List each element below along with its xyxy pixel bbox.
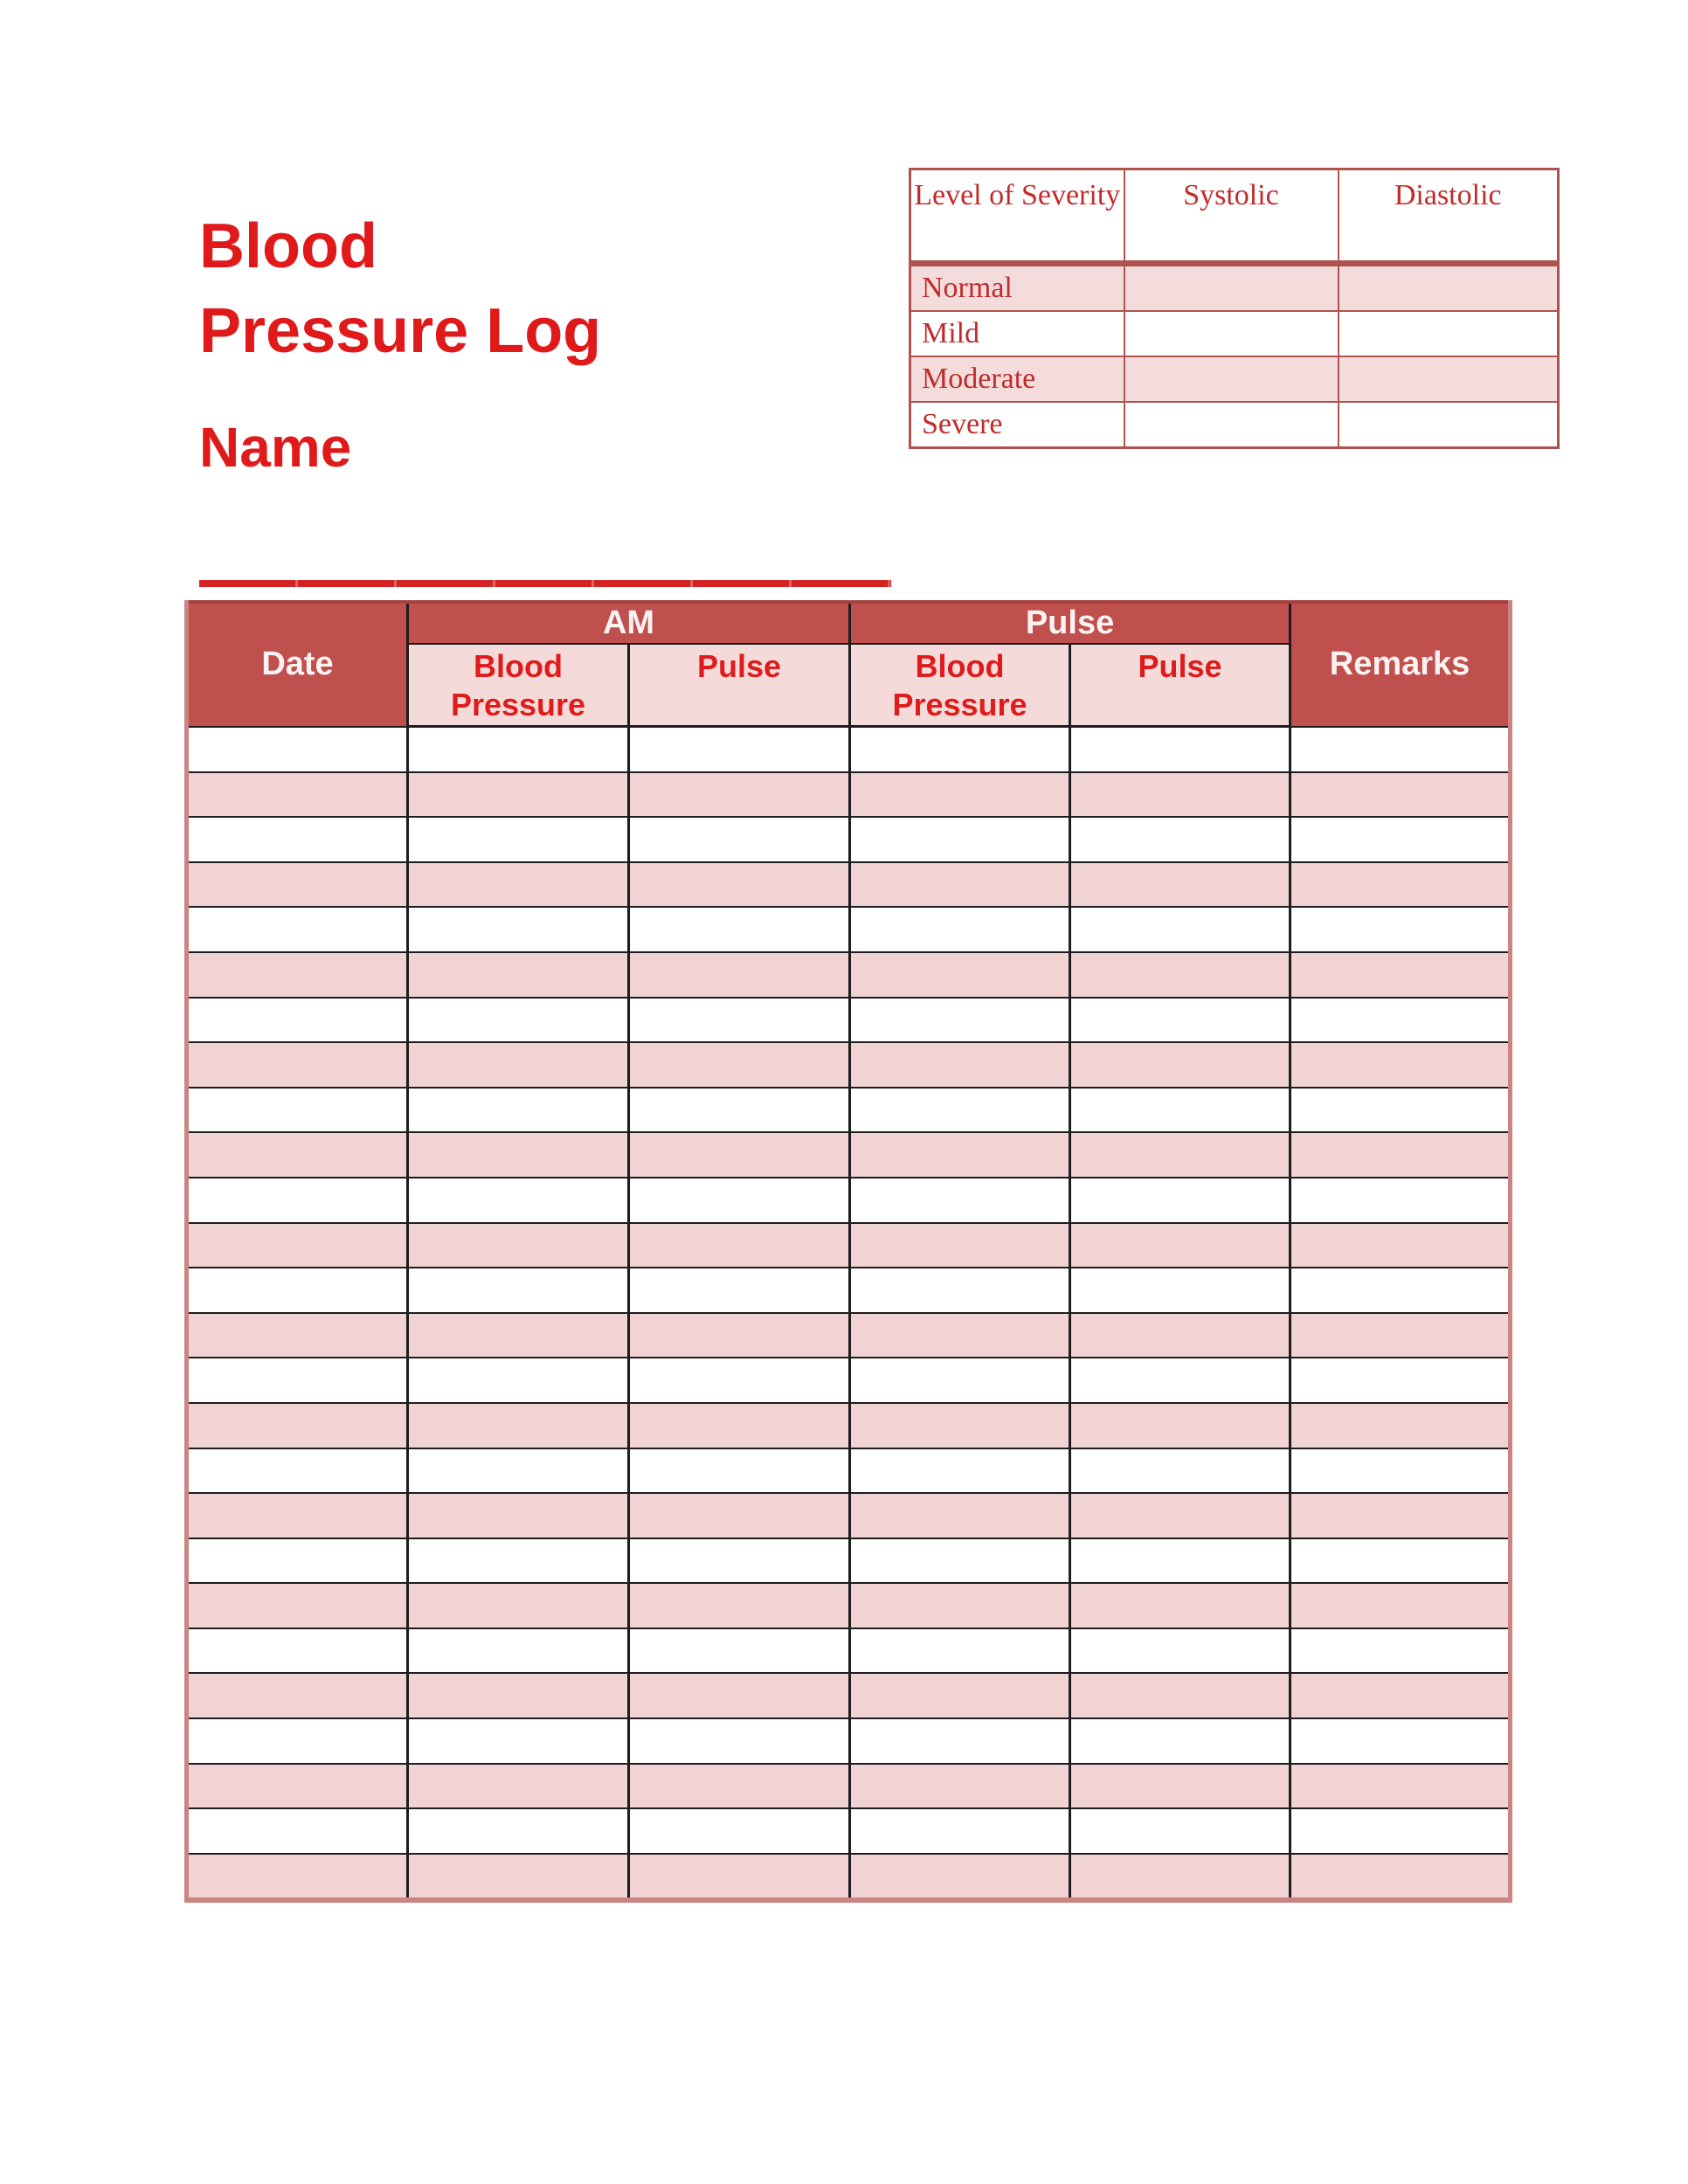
severity-row-label: Normal xyxy=(910,264,1124,312)
log-row xyxy=(187,1673,1511,1718)
log-cell-am_blood_pressure[interactable] xyxy=(408,1223,629,1268)
severity-reference-table xyxy=(909,168,1560,449)
log-cell-pm_blood_pressure[interactable] xyxy=(850,1583,1070,1628)
log-cell-am_blood_pressure[interactable] xyxy=(408,952,629,998)
log-row xyxy=(187,1808,1511,1854)
log-cell-am_blood_pressure[interactable] xyxy=(408,1764,629,1809)
log-cell-pm_blood_pressure[interactable] xyxy=(850,1403,1070,1448)
log-cell-pm_pulse[interactable] xyxy=(1070,1178,1290,1223)
log-cell-remarks[interactable] xyxy=(1290,1493,1511,1538)
log-cell-am_blood_pressure[interactable] xyxy=(408,1132,629,1178)
log-cell-date[interactable] xyxy=(187,1313,408,1358)
log-row xyxy=(187,1538,1511,1584)
log-cell-remarks[interactable] xyxy=(1290,1313,1511,1358)
log-cell-am_blood_pressure[interactable] xyxy=(408,1178,629,1223)
log-cell-date[interactable] xyxy=(187,952,408,998)
log-cell-remarks[interactable] xyxy=(1290,1448,1511,1494)
log-cell-pm_pulse[interactable] xyxy=(1070,1358,1290,1403)
log-cell-am_blood_pressure[interactable] xyxy=(408,1538,629,1584)
log-cell-am_blood_pressure[interactable] xyxy=(408,1448,629,1494)
log-cell-date[interactable] xyxy=(187,1764,408,1809)
log-cell-date[interactable] xyxy=(187,1854,408,1901)
log-cell-pm_blood_pressure[interactable] xyxy=(850,817,1070,862)
log-row xyxy=(187,817,1511,862)
log-cell-am_blood_pressure[interactable] xyxy=(408,907,629,952)
log-cell-am_pulse[interactable] xyxy=(629,817,850,862)
log-row xyxy=(187,1223,1511,1268)
log-cell-pm_blood_pressure[interactable] xyxy=(850,1628,1070,1674)
log-cell-pm_blood_pressure[interactable] xyxy=(850,1042,1070,1088)
log-cell-pm_pulse[interactable] xyxy=(1070,1042,1290,1088)
log-row xyxy=(187,1764,1511,1809)
severity-diastolic-cell[interactable] xyxy=(1339,402,1559,448)
log-cell-pm_blood_pressure[interactable] xyxy=(850,727,1070,772)
severity-header-level: Level of Severity xyxy=(910,169,1124,264)
log-cell-date[interactable] xyxy=(187,1223,408,1268)
log-cell-pm_pulse[interactable] xyxy=(1070,1628,1290,1674)
log-cell-remarks[interactable] xyxy=(1290,772,1511,818)
log-cell-remarks[interactable] xyxy=(1290,817,1511,862)
log-cell-am_pulse[interactable] xyxy=(629,772,850,818)
log-row xyxy=(187,772,1511,818)
log-row xyxy=(187,1403,1511,1448)
log-cell-am_pulse[interactable] xyxy=(629,862,850,908)
log-cell-pm_pulse[interactable] xyxy=(1070,727,1290,772)
log-cell-pm_blood_pressure[interactable] xyxy=(850,1358,1070,1403)
log-cell-pm_pulse[interactable] xyxy=(1070,1854,1290,1901)
log-row xyxy=(187,1042,1511,1088)
log-cell-am_blood_pressure[interactable] xyxy=(408,998,629,1043)
log-cell-remarks[interactable] xyxy=(1290,727,1511,772)
log-cell-remarks[interactable] xyxy=(1290,1358,1511,1403)
severity-diastolic-cell[interactable] xyxy=(1339,311,1559,356)
log-row xyxy=(187,952,1511,998)
log-header-am-group: AM xyxy=(408,602,850,644)
log-cell-am_blood_pressure[interactable] xyxy=(408,727,629,772)
log-cell-date[interactable] xyxy=(187,1358,408,1403)
severity-row-label: Mild xyxy=(910,311,1124,356)
log-cell-pm_blood_pressure[interactable] xyxy=(850,1313,1070,1358)
log-cell-pm_blood_pressure[interactable] xyxy=(850,1854,1070,1901)
severity-row xyxy=(910,402,1559,448)
log-cell-pm_pulse[interactable] xyxy=(1070,1132,1290,1178)
log-cell-pm_pulse[interactable] xyxy=(1070,772,1290,818)
log-cell-pm_pulse[interactable] xyxy=(1070,907,1290,952)
log-cell-remarks[interactable] xyxy=(1290,1223,1511,1268)
log-cell-pm_pulse[interactable] xyxy=(1070,1448,1290,1494)
log-cell-date[interactable] xyxy=(187,1268,408,1313)
log-cell-am_pulse[interactable] xyxy=(629,998,850,1043)
severity-header-systolic: Systolic xyxy=(1124,169,1339,264)
log-cell-pm_blood_pressure[interactable] xyxy=(850,1718,1070,1764)
log-cell-pm_blood_pressure[interactable] xyxy=(850,772,1070,818)
log-cell-pm_pulse[interactable] xyxy=(1070,1538,1290,1584)
severity-row xyxy=(910,264,1559,312)
log-row xyxy=(187,862,1511,908)
log-cell-date[interactable] xyxy=(187,1538,408,1584)
log-cell-pm_pulse[interactable] xyxy=(1070,1583,1290,1628)
log-cell-am_pulse[interactable] xyxy=(629,1223,850,1268)
log-cell-remarks[interactable] xyxy=(1290,1042,1511,1088)
log-row xyxy=(187,1178,1511,1223)
log-cell-am_pulse[interactable] xyxy=(629,1448,850,1494)
page-title-line1: Blood xyxy=(199,211,377,281)
log-cell-date[interactable] xyxy=(187,1808,408,1854)
log-cell-date[interactable] xyxy=(187,1178,408,1223)
log-cell-am_blood_pressure[interactable] xyxy=(408,817,629,862)
log-cell-am_pulse[interactable] xyxy=(629,1764,850,1809)
log-cell-remarks[interactable] xyxy=(1290,1583,1511,1628)
severity-systolic-cell[interactable] xyxy=(1124,264,1339,312)
log-cell-date[interactable] xyxy=(187,817,408,862)
log-cell-pm_blood_pressure[interactable] xyxy=(850,1808,1070,1854)
log-cell-pm_pulse[interactable] xyxy=(1070,1403,1290,1448)
log-cell-remarks[interactable] xyxy=(1290,862,1511,908)
log-cell-am_pulse[interactable] xyxy=(629,1178,850,1223)
log-cell-remarks[interactable] xyxy=(1290,1088,1511,1133)
severity-row-label: Moderate xyxy=(910,356,1124,402)
log-cell-remarks[interactable] xyxy=(1290,1808,1511,1854)
log-cell-pm_pulse[interactable] xyxy=(1070,1673,1290,1718)
log-cell-pm_blood_pressure[interactable] xyxy=(850,1178,1070,1223)
name-label: Name xyxy=(199,416,352,479)
log-row xyxy=(187,1583,1511,1628)
severity-systolic-cell[interactable] xyxy=(1124,402,1339,448)
log-cell-am_pulse[interactable] xyxy=(629,1358,850,1403)
log-header-date: Date xyxy=(187,602,408,727)
log-cell-pm_pulse[interactable] xyxy=(1070,1223,1290,1268)
log-row xyxy=(187,1718,1511,1764)
log-cell-pm_blood_pressure[interactable] xyxy=(850,952,1070,998)
log-cell-pm_blood_pressure[interactable] xyxy=(850,862,1070,908)
log-cell-am_blood_pressure[interactable] xyxy=(408,1808,629,1854)
log-cell-date[interactable] xyxy=(187,862,408,908)
log-row xyxy=(187,907,1511,952)
log-cell-pm_pulse[interactable] xyxy=(1070,1808,1290,1854)
log-row xyxy=(187,1313,1511,1358)
page-title-line2: Pressure Log xyxy=(199,296,602,366)
log-cell-pm_pulse[interactable] xyxy=(1070,998,1290,1043)
log-cell-am_pulse[interactable] xyxy=(629,727,850,772)
log-cell-am_pulse[interactable] xyxy=(629,1808,850,1854)
log-cell-am_blood_pressure[interactable] xyxy=(408,1673,629,1718)
severity-row xyxy=(910,311,1559,356)
severity-diastolic-cell[interactable] xyxy=(1339,356,1559,402)
log-cell-am_blood_pressure[interactable] xyxy=(408,1583,629,1628)
log-cell-date[interactable] xyxy=(187,998,408,1043)
log-cell-date[interactable] xyxy=(187,727,408,772)
severity-header-row xyxy=(910,169,1559,264)
log-cell-am_blood_pressure[interactable] xyxy=(408,1628,629,1674)
severity-row xyxy=(910,356,1559,402)
log-cell-remarks[interactable] xyxy=(1290,1403,1511,1448)
log-row xyxy=(187,1132,1511,1178)
log-cell-remarks[interactable] xyxy=(1290,1764,1511,1809)
log-row xyxy=(187,1448,1511,1494)
log-cell-pm_blood_pressure[interactable] xyxy=(850,1132,1070,1178)
log-cell-am_blood_pressure[interactable] xyxy=(408,1358,629,1403)
log-cell-remarks[interactable] xyxy=(1290,998,1511,1043)
log-cell-am_pulse[interactable] xyxy=(629,1268,850,1313)
log-cell-am_pulse[interactable] xyxy=(629,1583,850,1628)
log-cell-pm_blood_pressure[interactable] xyxy=(850,1764,1070,1809)
log-cell-am_blood_pressure[interactable] xyxy=(408,862,629,908)
log-cell-pm_pulse[interactable] xyxy=(1070,817,1290,862)
log-cell-am_blood_pressure[interactable] xyxy=(408,1268,629,1313)
log-subheader-pm-blood-pressure: Blood Pressure xyxy=(850,644,1070,727)
log-row xyxy=(187,1268,1511,1313)
log-cell-am_pulse[interactable] xyxy=(629,907,850,952)
log-row xyxy=(187,1628,1511,1674)
log-cell-pm_blood_pressure[interactable] xyxy=(850,907,1070,952)
log-cell-am_pulse[interactable] xyxy=(629,1042,850,1088)
log-cell-am_pulse[interactable] xyxy=(629,1088,850,1133)
log-cell-date[interactable] xyxy=(187,1132,408,1178)
page-title xyxy=(199,204,601,374)
log-subheader-pm-pulse: Pulse xyxy=(1070,644,1290,727)
log-cell-remarks[interactable] xyxy=(1290,1854,1511,1901)
log-cell-am_blood_pressure[interactable] xyxy=(408,1313,629,1358)
log-cell-pm_blood_pressure[interactable] xyxy=(850,1493,1070,1538)
log-subheader-am-blood-pressure: Blood Pressure xyxy=(408,644,629,727)
log-row xyxy=(187,1088,1511,1133)
log-cell-remarks[interactable] xyxy=(1290,1718,1511,1764)
log-cell-date[interactable] xyxy=(187,907,408,952)
log-cell-pm_blood_pressure[interactable] xyxy=(850,1673,1070,1718)
log-group-header-row xyxy=(187,602,1511,644)
log-header-pm-group: Pulse xyxy=(850,602,1290,644)
severity-systolic-cell[interactable] xyxy=(1124,311,1339,356)
log-cell-am_blood_pressure[interactable] xyxy=(408,1493,629,1538)
log-cell-am_blood_pressure[interactable] xyxy=(408,772,629,818)
log-cell-remarks[interactable] xyxy=(1290,1538,1511,1584)
log-cell-date[interactable] xyxy=(187,1088,408,1133)
name-fill-line[interactable] xyxy=(199,580,891,587)
log-cell-remarks[interactable] xyxy=(1290,1673,1511,1718)
log-cell-am_blood_pressure[interactable] xyxy=(408,1854,629,1901)
log-cell-am_blood_pressure[interactable] xyxy=(408,1403,629,1448)
log-cell-date[interactable] xyxy=(187,1628,408,1674)
log-cell-date[interactable] xyxy=(187,1583,408,1628)
log-cell-pm_pulse[interactable] xyxy=(1070,1493,1290,1538)
log-cell-date[interactable] xyxy=(187,1042,408,1088)
log-cell-pm_pulse[interactable] xyxy=(1070,1313,1290,1358)
log-cell-pm_pulse[interactable] xyxy=(1070,1268,1290,1313)
log-cell-am_pulse[interactable] xyxy=(629,1854,850,1901)
log-cell-am_pulse[interactable] xyxy=(629,1403,850,1448)
log-cell-am_pulse[interactable] xyxy=(629,1493,850,1538)
severity-diastolic-cell[interactable] xyxy=(1339,264,1559,312)
log-cell-date[interactable] xyxy=(187,1448,408,1494)
log-cell-am_blood_pressure[interactable] xyxy=(408,1042,629,1088)
log-row xyxy=(187,998,1511,1043)
log-cell-pm_blood_pressure[interactable] xyxy=(850,1088,1070,1133)
log-cell-date[interactable] xyxy=(187,1493,408,1538)
log-cell-am_pulse[interactable] xyxy=(629,1538,850,1584)
log-cell-date[interactable] xyxy=(187,1718,408,1764)
bp-log-table xyxy=(184,600,1512,1903)
log-cell-pm_blood_pressure[interactable] xyxy=(850,1268,1070,1313)
log-cell-am_pulse[interactable] xyxy=(629,952,850,998)
log-cell-pm_blood_pressure[interactable] xyxy=(850,998,1070,1043)
log-cell-pm_pulse[interactable] xyxy=(1070,1764,1290,1809)
log-cell-date[interactable] xyxy=(187,1403,408,1448)
log-row xyxy=(187,1493,1511,1538)
log-cell-remarks[interactable] xyxy=(1290,907,1511,952)
log-cell-date[interactable] xyxy=(187,1673,408,1718)
log-cell-remarks[interactable] xyxy=(1290,1132,1511,1178)
log-row xyxy=(187,727,1511,772)
log-cell-pm_pulse[interactable] xyxy=(1070,952,1290,998)
log-cell-date[interactable] xyxy=(187,772,408,818)
log-subheader-am-pulse: Pulse xyxy=(629,644,850,727)
log-row xyxy=(187,1854,1511,1901)
log-cell-am_blood_pressure[interactable] xyxy=(408,1088,629,1133)
log-cell-am_pulse[interactable] xyxy=(629,1313,850,1358)
log-cell-am_pulse[interactable] xyxy=(629,1132,850,1178)
log-cell-pm_pulse[interactable] xyxy=(1070,1718,1290,1764)
log-cell-am_pulse[interactable] xyxy=(629,1628,850,1674)
severity-header-diastolic: Diastolic xyxy=(1339,169,1559,264)
log-cell-remarks[interactable] xyxy=(1290,1178,1511,1223)
log-row xyxy=(187,1358,1511,1403)
log-cell-pm_blood_pressure[interactable] xyxy=(850,1223,1070,1268)
log-cell-pm_pulse[interactable] xyxy=(1070,1088,1290,1133)
log-cell-remarks[interactable] xyxy=(1290,1628,1511,1674)
log-cell-am_pulse[interactable] xyxy=(629,1718,850,1764)
log-cell-pm_pulse[interactable] xyxy=(1070,862,1290,908)
severity-row-label: Severe xyxy=(910,402,1124,448)
log-header-remarks: Remarks xyxy=(1290,602,1511,727)
severity-systolic-cell[interactable] xyxy=(1124,356,1339,402)
log-cell-am_pulse[interactable] xyxy=(629,1673,850,1718)
log-cell-pm_blood_pressure[interactable] xyxy=(850,1538,1070,1584)
log-cell-remarks[interactable] xyxy=(1290,952,1511,998)
log-cell-pm_blood_pressure[interactable] xyxy=(850,1448,1070,1494)
log-cell-remarks[interactable] xyxy=(1290,1268,1511,1313)
log-cell-am_blood_pressure[interactable] xyxy=(408,1718,629,1764)
